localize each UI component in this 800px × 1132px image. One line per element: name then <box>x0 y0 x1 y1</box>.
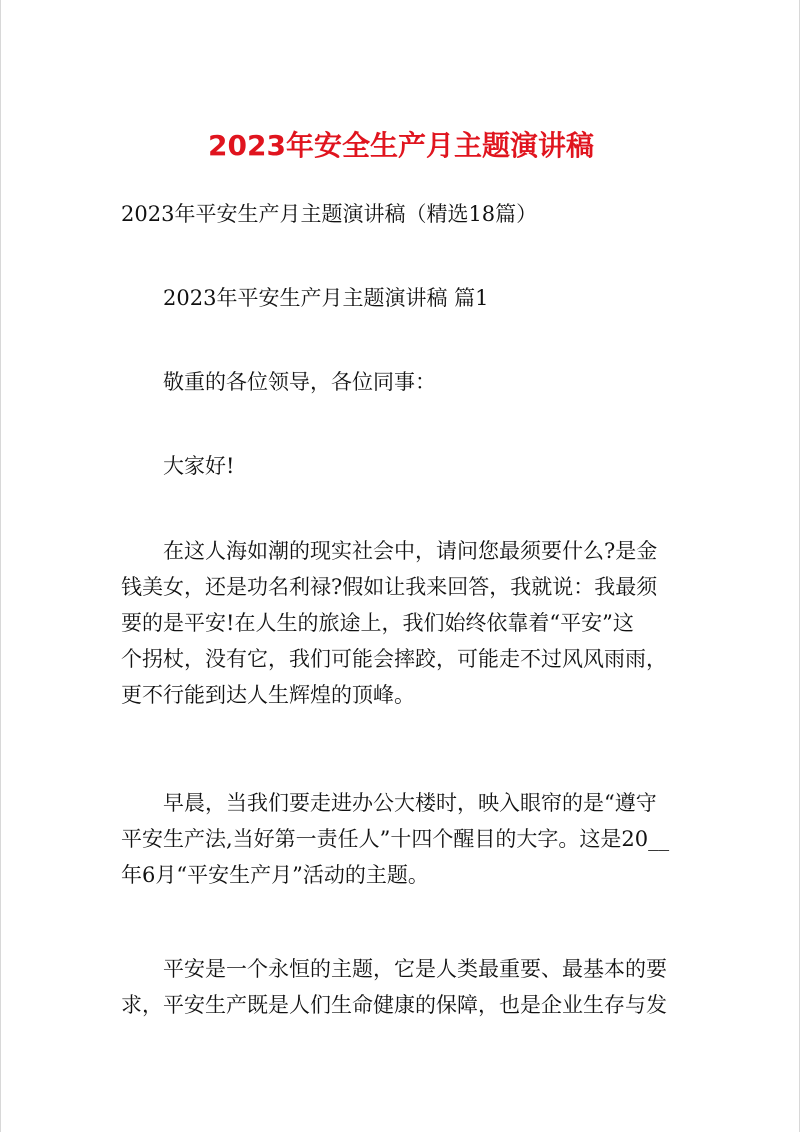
document-subtitle: 2023年平安生产月主题演讲稿（精选18篇） <box>121 202 538 226</box>
paragraph-line: 早晨，当我们要走进办公大楼时，映入眼帘的是“遵守 <box>163 791 657 815</box>
paragraph-line: 平安生产法,当好第一责任人”十四个醒目的大字。这是20__ <box>121 827 670 851</box>
greeting-hello: 大家好! <box>163 454 235 478</box>
paragraph-line: 钱美女，还是功名利禄?假如让我来回答，我就说：我最须 <box>121 575 658 599</box>
document-title: 2023年安全生产月主题演讲稿 <box>208 129 594 162</box>
body-paragraph-3 <box>121 951 681 1023</box>
paragraph-line: 求，平安生产既是人们生命健康的保障，也是企业生存与发 <box>121 993 667 1017</box>
body-paragraph-2 <box>121 785 681 893</box>
paragraph-line: 平安是一个永恒的主题，它是人类最重要、最基本的要 <box>163 957 667 981</box>
body-paragraph-1 <box>121 533 681 713</box>
greeting-line: 敬重的各位领导，各位同事： <box>163 370 436 394</box>
paragraph-line: 年6月“平安生产月”活动的主题。 <box>121 863 429 887</box>
paragraph-line: 更不行能到达人生辉煌的顶峰。 <box>121 683 415 707</box>
paragraph-line: 要的是平安!在人生的旅途上，我们始终依靠着“平安”这 <box>121 611 634 635</box>
paragraph-line: 在这人海如潮的现实社会中，请问您最须要什么?是金 <box>163 539 658 563</box>
section-heading: 2023年平安生产月主题演讲稿 篇1 <box>163 286 489 310</box>
paragraph-line: 个拐杖，没有它，我们可能会摔跤，可能走不过风风雨雨， <box>121 647 667 671</box>
